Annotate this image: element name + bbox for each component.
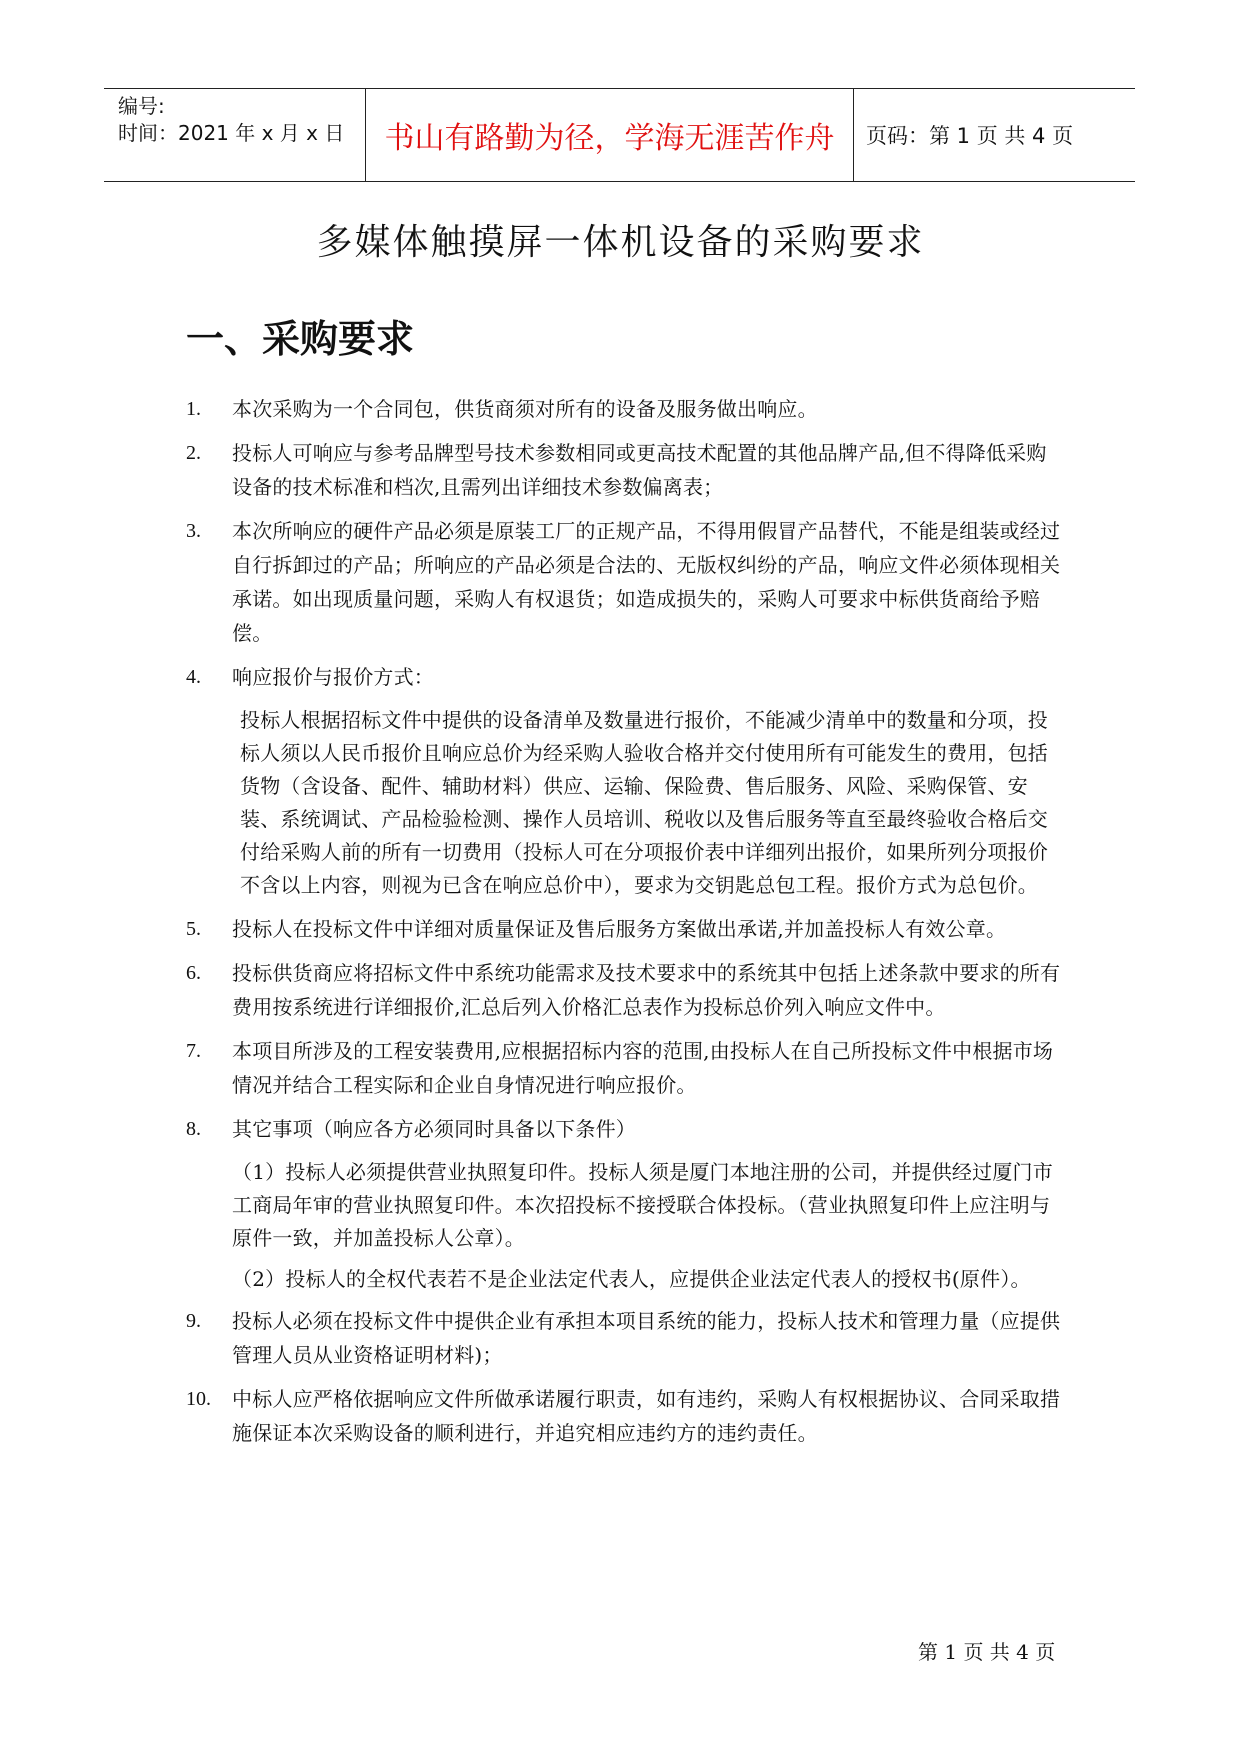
item-number: 7. xyxy=(186,1040,201,1062)
item-number: 8. xyxy=(186,1118,201,1140)
list-item xyxy=(186,1034,1066,1102)
number-label: 编号: xyxy=(118,94,165,118)
item-text: 其它事项（响应各方必须同时具备以下条件） xyxy=(232,1117,636,1141)
document-title: 多媒体触摸屏一体机设备的采购要求 xyxy=(316,222,925,263)
item-number: 10. xyxy=(186,1388,211,1410)
item8-sub2: （2）投标人的全权代表若不是企业法定代表人，应提供企业法定代表人的授权书(原件）。 xyxy=(232,1267,1031,1291)
item-text: 本项目所涉及的工程安装费用,应根据招标内容的范围,由投标人在自己所投标文件中根据市场情况并结合工程实际和企业自身情况进行响应报价。 xyxy=(232,1039,1054,1097)
list-item xyxy=(186,660,1066,694)
item-number: 9. xyxy=(186,1310,201,1332)
section-title: 一、采购要求 xyxy=(186,317,415,361)
list-item xyxy=(186,956,1066,1024)
time-label: 时间：2021 年 x 月 x 日 xyxy=(118,121,345,145)
item-text: 投标人在投标文件中详细对质量保证及售后服务方案做出承诺,并加盖投标人有效公章。 xyxy=(232,917,1007,941)
item4-paragraph: 投标人根据招标文件中提供的设备清单及数量进行报价，不能减少清单中的数量和分项，投标人须以人民币报价且响应总价为经采购人验收合格并交付使用所有可能发生的费用，包括货物（含设备、配件、辅助材料）供应、运输、保险费、售后服务、风险、采购保管、安装、系统调试、产品检验检测、操作人员培训、税收以及售后服务等直至最终验收合格后交付给采购人前的所有一切费用（投标人可在分项报价表中详细列出报价，如果所列分项报价不含以上内容，则视为已含在响应总价中），要求为交钥匙总包工程。报价方式为总包价。 xyxy=(240,708,1048,897)
item-number: 2. xyxy=(186,442,201,464)
list-item xyxy=(186,436,1066,504)
item-number: 3. xyxy=(186,520,201,542)
requirements-list xyxy=(186,392,1066,1460)
item-text: 中标人应严格依据响应文件所做承诺履行职责，如有违约，采购人有权根据协议、合同采取措施保证本次采购设备的顺利进行，并追究相应违约方的违约责任。 xyxy=(232,1387,1061,1445)
page-footer: 第 1 页 共 4 页 xyxy=(918,1640,1056,1664)
list-item xyxy=(186,1112,1066,1146)
item-number: 1. xyxy=(186,398,201,420)
item-text: 响应报价与报价方式： xyxy=(232,665,434,689)
list-item xyxy=(186,392,1066,426)
item8-sub1: （1）投标人必须提供营业执照复印件。投标人须是厦门本地注册的公司，并提供经过厦门市工商局年审的营业执照复印件。本次招投标不接授联合体投标。（营业执照复印件上应注明与原件一致，并加盖投标人公章）。 xyxy=(232,1160,1053,1250)
header-meta xyxy=(104,89,366,181)
item-text: 投标人可响应与参考品牌型号技术参数相同或更高技术配置的其他品牌产品,但不得降低采购设备的技术标准和档次,且需列出详细技术参数偏离表； xyxy=(232,441,1047,499)
item-text: 本次所响应的硬件产品必须是原装工厂的正规产品，不得用假冒产品替代，不能是组装或经过自行拆卸过的产品；所响应的产品必须是合法的、无版权纠纷的产品，响应文件必须体现相关承诺。如出现质量问题，采购人有权退货；如造成损失的，采购人可要求中标供货商给予赔偿。 xyxy=(232,519,1061,645)
page-header xyxy=(104,88,1135,182)
item-number: 5. xyxy=(186,918,201,940)
item-number: 6. xyxy=(186,962,201,984)
list-item xyxy=(186,1304,1066,1372)
list-item xyxy=(186,514,1066,650)
item-text: 本次采购为一个合同包，供货商须对所有的设备及服务做出响应。 xyxy=(232,397,818,421)
item-number: 4. xyxy=(186,666,201,688)
list-item xyxy=(186,1382,1066,1450)
header-page-label: 页码：第 1 页 共 4 页 xyxy=(866,124,1074,148)
item-text: 投标供货商应将招标文件中系统功能需求及技术要求中的系统其中包括上述条款中要求的所有费用按系统进行详细报价,汇总后列入价格汇总表作为投标总价列入响应文件中。 xyxy=(232,961,1061,1019)
header-motto: 书山有路勤为径，学海无涯苦作舟 xyxy=(366,89,854,181)
item-text: 投标人必须在投标文件中提供企业有承担本项目系统的能力，投标人技术和管理力量（应提供管理人员从业资格证明材料)； xyxy=(232,1309,1061,1367)
list-item xyxy=(186,912,1066,946)
